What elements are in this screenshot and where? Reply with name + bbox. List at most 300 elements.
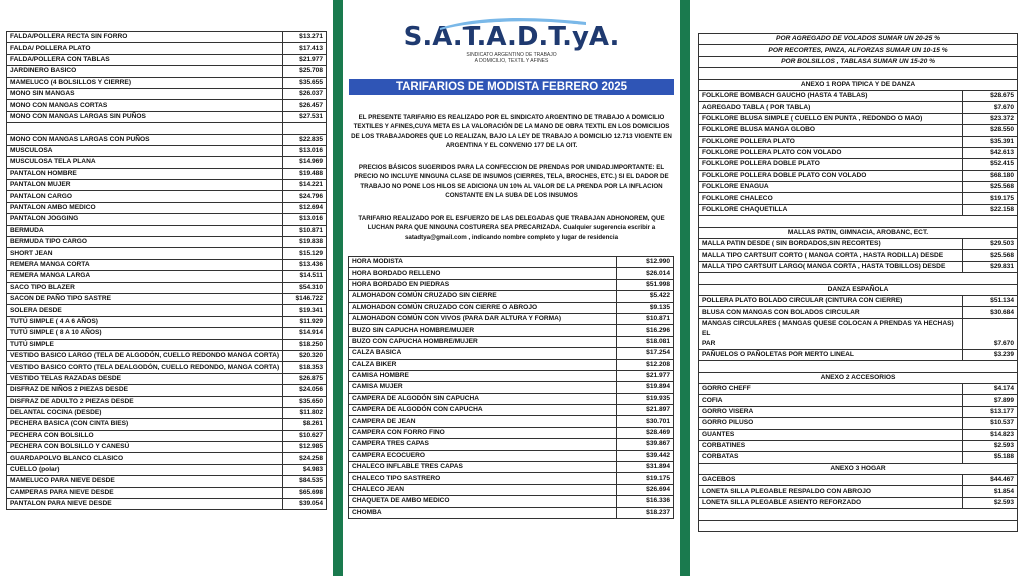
item-name: GORRO PILUSO <box>699 418 963 429</box>
table-row <box>7 157 327 168</box>
table-row <box>699 307 1018 318</box>
item-name: CAMPERA DE JEAN <box>349 416 617 427</box>
table-row <box>699 475 1018 486</box>
item-price: $17.254 <box>617 348 674 359</box>
item-price: $12.990 <box>617 257 674 268</box>
item-price: $23.372 <box>963 113 1018 124</box>
item-name: PECHERA CON BOLSILLO <box>7 430 283 441</box>
table-row <box>7 111 327 122</box>
table-row <box>699 261 1018 272</box>
blank-cell <box>699 509 1018 520</box>
note-text: POR BOLSILLOS , TABLASA SUMAR UN 15-20 % <box>699 56 1018 67</box>
item-name: CUELLO (polar) <box>7 464 283 475</box>
table-row <box>349 416 674 427</box>
item-name: HORA BORDADO EN PIEDRAS <box>349 279 617 290</box>
item-price: $13.016 <box>283 214 327 225</box>
table-row <box>699 418 1018 429</box>
table-row <box>7 32 327 43</box>
blank-row <box>699 273 1018 284</box>
item-name: ALMOHADON COMÚN CON VIVOS (PARA DAR ALTURA Y FORMA) <box>349 313 617 324</box>
center-price-table <box>348 256 674 519</box>
item-name: PECHERA BASICA (CON CINTA BIES) <box>7 419 283 430</box>
table-row <box>7 419 327 430</box>
item-name: CORBATAS <box>699 452 963 463</box>
table-row <box>7 442 327 453</box>
table-row <box>699 497 1018 508</box>
item-price: $21.977 <box>617 370 674 381</box>
item-price: $10.871 <box>283 225 327 236</box>
note-row <box>699 45 1018 56</box>
item-price: $3.239 <box>963 349 1018 360</box>
table-row <box>7 362 327 373</box>
item-name <box>699 318 963 349</box>
table-row <box>349 507 674 518</box>
left-price-panel <box>0 0 333 576</box>
table-row <box>349 257 674 268</box>
item-price: $28.469 <box>617 427 674 438</box>
table-row <box>699 239 1018 250</box>
item-name: FOLKLORE BOMBACH GAUCHO (HASTA 4 TABLAS) <box>699 90 963 101</box>
item-name: CAMISA HOMBRE <box>349 370 617 381</box>
blank-row <box>699 361 1018 372</box>
item-price: $25.708 <box>283 66 327 77</box>
item-price: $13.436 <box>283 259 327 270</box>
table-row <box>7 350 327 361</box>
item-name <box>7 123 283 134</box>
table-row <box>349 302 674 313</box>
table-row <box>7 225 327 236</box>
item-name: BERMUDA TIPO CARGO <box>7 237 283 248</box>
table-row <box>7 145 327 156</box>
section-header: ANEXO 2 ACCESORIOS <box>699 372 1018 383</box>
table-row <box>7 328 327 339</box>
section-header: ANEXO 1 ROPA TIPICA Y DE DANZA <box>699 79 1018 90</box>
item-price: $26.457 <box>283 100 327 111</box>
table-row <box>349 473 674 484</box>
item-price: $22.158 <box>963 204 1018 215</box>
table-row <box>7 271 327 282</box>
item-price: $146.722 <box>283 293 327 304</box>
item-price: $14.914 <box>283 328 327 339</box>
item-price: $13.016 <box>283 145 327 156</box>
blank-cell <box>699 216 1018 227</box>
item-price: $11.929 <box>283 316 327 327</box>
item-name: BUZO CON CAPUCHA HOMBRE/MUJER <box>349 336 617 347</box>
table-row <box>7 259 327 270</box>
table-row <box>699 182 1018 193</box>
table-row <box>7 43 327 54</box>
item-name: COFIA <box>699 395 963 406</box>
item-name: MAMELUCO PARA NIEVE DESDE <box>7 476 283 487</box>
item-price: $10.537 <box>963 418 1018 429</box>
item-price: $18.237 <box>617 507 674 518</box>
item-price: $25.568 <box>963 182 1018 193</box>
item-name: GACEBOS <box>699 475 963 486</box>
item-price: $14.823 <box>963 429 1018 440</box>
table-row <box>7 453 327 464</box>
item-price: $7.899 <box>963 395 1018 406</box>
table-row <box>699 204 1018 215</box>
item-name: DELANTAL COCINA (DESDE) <box>7 407 283 418</box>
item-name: FOLKLORE ENAGUA <box>699 182 963 193</box>
table-row <box>349 348 674 359</box>
table-row <box>699 250 1018 261</box>
table-row <box>7 168 327 179</box>
intro-paragraph-2: PRECIOS BÁSICOS SUGERIDOS PARA LA CONFECCION DE PRENDAS POR UNIDAD.IMPORTANTE: EL PRECIO NO INCLUYE NINGUNA CLASE DE INSUMOS (CIERRES, TELA, BROCHES, ETC.) SI EL DADOR DE TRABAJO NO PONE LOS HILOS SE ADICIONA UN 10% AL VALOR DE LA PRENDA POR LA INFLACION CONSTANTE EN LA SUBA DE LOS INSUMOS <box>354 164 669 200</box>
intro-paragraph-3: TARIFARIO REALIZADO POR EL ESFUERZO DE LAS DELEGADAS QUE TRABAJAN ADHONOREM, QUE LUCHAN PARA QUE NINGUNA COSTURERA SEA PRECARIZADA. Cualquier sugerencia escribir a satadtya@gmail.com , indicando nombre completo y lugar de residencia <box>358 215 665 241</box>
item-price: $2.593 <box>963 440 1018 451</box>
table-row <box>7 464 327 475</box>
item-name: MONO CON MANGAS LARGAS SIN PUÑOS <box>7 111 283 122</box>
item-name: GORRO CHEFF <box>699 383 963 394</box>
item-price: $24.796 <box>283 191 327 202</box>
table-row <box>699 349 1018 360</box>
flag-swoosh-icon <box>438 16 588 30</box>
item-name: GUARDAPOLVO BLANCO CLASICO <box>7 453 283 464</box>
item-name: GUANTES <box>699 429 963 440</box>
section-header: ANEXO 3 HOGAR <box>699 463 1018 474</box>
table-row <box>349 279 674 290</box>
item-price: $4.983 <box>283 464 327 475</box>
table-row <box>7 248 327 259</box>
item-price: $84.535 <box>283 476 327 487</box>
item-price: $35.391 <box>963 136 1018 147</box>
section-header: MALLAS PATIN, GIMNACIA, AROBANC, ECT. <box>699 227 1018 238</box>
item-price: $26.037 <box>283 88 327 99</box>
item-price: $22.835 <box>283 134 327 145</box>
item-name: MALLA PATIN DESDE ( SIN BORDADOS,SIN RECORTES) <box>699 239 963 250</box>
item-price: $12.694 <box>283 202 327 213</box>
note-text: POR AGREGADO DE VOLADOS SUMAR UN 20-25 % <box>699 34 1018 45</box>
center-panel <box>343 0 680 576</box>
item-name: REMERA MANGA CORTA <box>7 259 283 270</box>
item-price: $42.613 <box>963 147 1018 158</box>
blank-row <box>699 520 1018 531</box>
item-name: CHAQUETA DE AMBO MEDICO <box>349 496 617 507</box>
item-price: $12.985 <box>283 442 327 453</box>
item-price: $39.442 <box>617 450 674 461</box>
item-price: $19.894 <box>617 382 674 393</box>
intro-paragraph-1: EL PRESENTE TARIFARIO ES REALIZADO POR EL SINDICATO ARGENTINO DE TRABAJO A DOMICILIO TEXTILES Y AFINES,CUYA META ES LA VALORACIÓN DE LA MANO DE OBRA TEXTIL EN LOS DOMICILIOS DE LOS TRABAJADORES QUE LO REALIZAN, BAJO LA LEY DE TRABAJO A DOMICILIO 12.713 VIGENTE EN ARGENTINA Y EL CONVENIO 177 DE LA OIT. <box>351 114 672 150</box>
item-price: $12.208 <box>617 359 674 370</box>
item-name: TUTÚ SIMPLE ( 4 A 6 AÑOS) <box>7 316 283 327</box>
table-row <box>699 102 1018 113</box>
item-price: $9.135 <box>617 302 674 313</box>
table-row <box>7 476 327 487</box>
item-name: DISFRAZ DE NIÑOS 2 PIEZAS DESDE <box>7 385 283 396</box>
item-name: FOLKLORE CHALECO <box>699 193 963 204</box>
item-name: PAÑUELOS O PAÑOLETAS POR MERTO LINEAL <box>699 349 963 360</box>
item-price: $31.894 <box>617 462 674 473</box>
item-name: SOLERA DESDE <box>7 305 283 316</box>
table-row <box>699 125 1018 136</box>
table-row <box>7 54 327 65</box>
item-price: $19.488 <box>283 168 327 179</box>
table-row <box>7 88 327 99</box>
item-price: $20.320 <box>283 350 327 361</box>
note-row <box>699 56 1018 67</box>
item-name: FOLKLORE POLLERA PLATO CON VOLADO <box>699 147 963 158</box>
table-row <box>699 383 1018 394</box>
item-price: $7.670 <box>963 102 1018 113</box>
item-price: $35.655 <box>283 77 327 88</box>
item-price: $68.180 <box>963 170 1018 181</box>
item-price: $19.175 <box>617 473 674 484</box>
item-price: $44.467 <box>963 475 1018 486</box>
item-price: $24.056 <box>283 385 327 396</box>
item-price: $17.413 <box>283 43 327 54</box>
item-name: VESTIDO BASICO LARGO (TELA DE ALGODÓN, CUELLO REDONDO MANGA CORTA) <box>7 350 283 361</box>
item-price: $14.969 <box>283 157 327 168</box>
item-name: PANTALON JOGGING <box>7 214 283 225</box>
item-price: $26.694 <box>617 484 674 495</box>
table-row <box>699 113 1018 124</box>
table-row <box>349 268 674 279</box>
item-price: $19.341 <box>283 305 327 316</box>
table-row <box>7 77 327 88</box>
table-row <box>7 202 327 213</box>
item-name-line-2: PAR <box>702 339 716 347</box>
table-row <box>349 291 674 302</box>
item-price: $25.568 <box>963 250 1018 261</box>
item-name: CORBATINES <box>699 440 963 451</box>
item-name: HORA MODISTA <box>349 257 617 268</box>
item-name: VESTIDO TELAS RAZADAS DESDE <box>7 373 283 384</box>
item-price: $16.336 <box>617 496 674 507</box>
table-row <box>7 305 327 316</box>
item-price: $51.998 <box>617 279 674 290</box>
item-name: CALZA BASICA <box>349 348 617 359</box>
item-price: $29.831 <box>963 261 1018 272</box>
section-header-row <box>699 227 1018 238</box>
blank-cell <box>699 361 1018 372</box>
item-name: TUTÚ SIMPLE ( 8 A 10 AÑOS) <box>7 328 283 339</box>
item-name: SACO TIPO BLAZER <box>7 282 283 293</box>
item-price: $30.701 <box>617 416 674 427</box>
item-price: $26.875 <box>283 373 327 384</box>
note-row <box>699 34 1018 45</box>
item-name: PANTALON AMBO MEDICO <box>7 202 283 213</box>
item-name: PANTALON PARA NIEVE DESDE <box>7 499 283 510</box>
table-row <box>699 159 1018 170</box>
table-row <box>7 339 327 350</box>
item-name: CALZA BIKER <box>349 359 617 370</box>
section-header-row <box>699 463 1018 474</box>
table-row <box>699 429 1018 440</box>
item-price: $39.054 <box>283 499 327 510</box>
table-row <box>699 318 1018 349</box>
item-name: LONETA SILLA PLEGABLE RESPALDO CON ABROJO <box>699 486 963 497</box>
item-price: $51.134 <box>963 295 1018 306</box>
item-name: FALDA/ POLLERA PLATO <box>7 43 283 54</box>
item-price: $7.670 <box>963 318 1018 349</box>
item-name: GORRO VISERA <box>699 406 963 417</box>
note-text: POR RECORTES, PINZA, ALFORZAS SUMAR UN 10-15 % <box>699 45 1018 56</box>
item-name: MUSCULOSA <box>7 145 283 156</box>
table-row <box>699 406 1018 417</box>
blank-cell <box>699 68 1018 79</box>
item-name: MONO CON MANGAS CORTAS <box>7 100 283 111</box>
item-name: CHALECO INFLABLE TRES CAPAS <box>349 462 617 473</box>
table-row <box>7 373 327 384</box>
logo-subtitle-2: A DOMICILIO, TEXTIL Y AFINES <box>474 58 549 64</box>
item-price: $14.221 <box>283 180 327 191</box>
table-row <box>349 393 674 404</box>
table-row <box>7 282 327 293</box>
item-name: CHALECO TIPO SASTRERO <box>349 473 617 484</box>
item-name: FOLKLORE BLUSA SIMPLE ( CUELLO EN PUNTA , REDONDO O MAO) <box>699 113 963 124</box>
table-row <box>7 191 327 202</box>
item-price: $19.935 <box>617 393 674 404</box>
item-price: $28.550 <box>963 125 1018 136</box>
section-header: DANZA ESPAÑOLA <box>699 284 1018 295</box>
item-price: $14.511 <box>283 271 327 282</box>
item-name: FALDA/POLLERA CON TABLAS <box>7 54 283 65</box>
table-row <box>699 193 1018 204</box>
table-row <box>349 405 674 416</box>
item-name: CAMPERA ECOCUERO <box>349 450 617 461</box>
right-price-panel <box>690 0 1024 576</box>
item-price: $18.353 <box>283 362 327 373</box>
item-name: FOLKLORE POLLERA DOBLE PLATO CON VOLADO <box>699 170 963 181</box>
table-row <box>7 430 327 441</box>
table-row <box>349 484 674 495</box>
item-name: JARDINERO BASICO <box>7 66 283 77</box>
item-price: $13.177 <box>963 406 1018 417</box>
item-name: PECHERA CON BOLSILLO Y CANESÚ <box>7 442 283 453</box>
item-name: MALLA TIPO CARTSUIT LARGO( MANGA CORTA , HASTA TOBILLOS) DESDE <box>699 261 963 272</box>
item-name: FOLKLORE CHAQUETILLA <box>699 204 963 215</box>
item-price: $5.188 <box>963 452 1018 463</box>
item-price: $18.081 <box>617 336 674 347</box>
table-row <box>7 134 327 145</box>
item-name: FOLKLORE BLUSA MANGA GLOBO <box>699 125 963 136</box>
item-name: HORA BORDADO RELLENO <box>349 268 617 279</box>
table-row <box>349 336 674 347</box>
item-price: $10.627 <box>283 430 327 441</box>
item-price: $39.867 <box>617 439 674 450</box>
item-name: CAMPERA DE ALGODÓN CON CAPUCHA <box>349 405 617 416</box>
table-row <box>699 395 1018 406</box>
table-row <box>7 396 327 407</box>
table-row <box>699 486 1018 497</box>
item-name: AGREGADO TABLA ( POR TABLA) <box>699 102 963 113</box>
blank-row <box>699 68 1018 79</box>
table-row <box>349 496 674 507</box>
table-row <box>349 427 674 438</box>
table-row <box>7 180 327 191</box>
item-price: $15.129 <box>283 248 327 259</box>
table-row <box>349 313 674 324</box>
item-name: LONETA SILLA PLEGABLE ASIENTO REFORZADO <box>699 497 963 508</box>
satadtya-logo <box>343 22 680 64</box>
table-row <box>7 487 327 498</box>
table-row <box>7 407 327 418</box>
item-price: $29.503 <box>963 239 1018 250</box>
item-name: CAMISA MUJER <box>349 382 617 393</box>
item-name: CHOMBA <box>349 507 617 518</box>
table-row <box>7 385 327 396</box>
item-price: $18.250 <box>283 339 327 350</box>
item-name: VESTIDO BASICO CORTO (TELA DEALGODÓN, CUELLO REDONDO, MANGA CORTA) <box>7 362 283 373</box>
table-row <box>7 316 327 327</box>
item-name: REMERA MANGA LARGA <box>7 271 283 282</box>
logo-text: S.A.T.A.D.T.yA. <box>403 22 620 52</box>
item-name: BUZO SIN CAPUCHA HOMBRE/MUJER <box>349 325 617 336</box>
table-row <box>7 293 327 304</box>
right-price-table <box>698 33 1018 532</box>
item-price: $1.854 <box>963 486 1018 497</box>
item-name: FOLKLORE POLLERA PLATO <box>699 136 963 147</box>
table-row <box>699 440 1018 451</box>
table-row <box>699 136 1018 147</box>
item-name-line-1: MANGAS CIRCULARES ( MANGAS QUESE COLOCAN A PRENDAS YA HECHAS) EL <box>702 319 954 337</box>
item-name: ALMOHADON COMÚN CRUZADO CON CIERRE O ABROJO <box>349 302 617 313</box>
table-row <box>699 170 1018 181</box>
item-price: $52.415 <box>963 159 1018 170</box>
section-header-row <box>699 284 1018 295</box>
item-price: $21.897 <box>617 405 674 416</box>
table-row <box>349 370 674 381</box>
item-name: BERMUDA <box>7 225 283 236</box>
item-name: MAMELUCO (4 BOLSILLOS Y CIERRE) <box>7 77 283 88</box>
item-name: CAMPERA CON FORRO FINO <box>349 427 617 438</box>
item-name: PANTALON CARGO <box>7 191 283 202</box>
table-row <box>699 295 1018 306</box>
item-price: $8.261 <box>283 419 327 430</box>
item-price: $10.871 <box>617 313 674 324</box>
blank-row <box>699 216 1018 227</box>
item-name: FOLKLORE POLLERA DOBLE PLATO <box>699 159 963 170</box>
table-row <box>7 100 327 111</box>
table-row <box>349 325 674 336</box>
item-name: ALMOHADON COMÚN CRUZADO SIN CIERRE <box>349 291 617 302</box>
item-name: FALDA/POLLERA RECTA SIN FORRO <box>7 32 283 43</box>
section-header-row <box>699 372 1018 383</box>
item-name: CAMPERA TRES CAPAS <box>349 439 617 450</box>
item-price: $27.531 <box>283 111 327 122</box>
item-name: PANTALON MUJER <box>7 180 283 191</box>
blank-cell <box>699 273 1018 284</box>
table-row <box>349 462 674 473</box>
item-price: $19.838 <box>283 237 327 248</box>
page-title: TARIFARIOS DE MODISTA FEBRERO 2025 <box>349 79 674 95</box>
table-row <box>7 66 327 77</box>
item-name: BLUSA CON MANGAS CON BOLADOS CIRCULAR <box>699 307 963 318</box>
item-price: $19.175 <box>963 193 1018 204</box>
left-price-table <box>6 31 327 510</box>
table-row <box>349 439 674 450</box>
item-price: $5.422 <box>617 291 674 302</box>
table-row <box>7 214 327 225</box>
item-price: $35.650 <box>283 396 327 407</box>
item-name: PANTALON HOMBRE <box>7 168 283 179</box>
table-row <box>7 237 327 248</box>
item-name: POLLERA PLATO BOLADO CIRCULAR (CINTURA CON CIERRE) <box>699 295 963 306</box>
item-price: $65.698 <box>283 487 327 498</box>
blank-cell <box>699 520 1018 531</box>
item-price: $16.296 <box>617 325 674 336</box>
item-price: $28.675 <box>963 90 1018 101</box>
item-price: $26.014 <box>617 268 674 279</box>
table-row <box>699 452 1018 463</box>
item-name: CHALECO JEAN <box>349 484 617 495</box>
table-row <box>349 359 674 370</box>
table-row <box>349 382 674 393</box>
item-name: CAMPERA DE ALGODÓN SIN CAPUCHA <box>349 393 617 404</box>
section-header-row <box>699 79 1018 90</box>
table-row <box>699 90 1018 101</box>
